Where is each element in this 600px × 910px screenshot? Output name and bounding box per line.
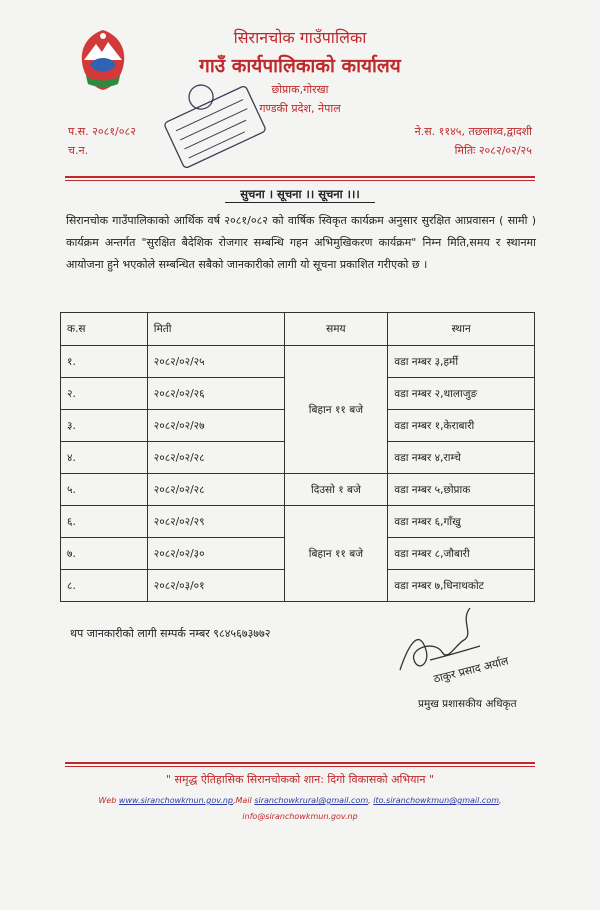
row-place: वडा नम्बर ७,धिनाथकोट (388, 570, 535, 602)
dispatch-number: च.न. (68, 144, 89, 157)
table-header-row (61, 313, 535, 346)
row-time: बिहान ११ बजे (284, 506, 388, 602)
footer-divider (65, 762, 535, 764)
notice-body: सिरानचोक गाउँपालिकाको आर्थिक वर्ष २०८१/०८२ को वार्षिक स्विकृत कार्यक्रम अनुसार सुरक्षित आप्रवासन ( सामी ) कार्यक्रम अन्तर्गत "सुरक्षित बैदेशिक रोजगार सम्बन्धि गहन अभिमुखिकरण कार्यक्रम" निम्न मिति,समय र स्थानमा आयोजना हुने भएकोले सम्बन्धित सबैको जानकारीको लागी यो सूचना प्रकाशित गरीएको छ । (66, 214, 536, 271)
row-date: २०८२/०२/३० (147, 538, 284, 570)
header-time: समय (284, 313, 388, 346)
footer-motto: " समृद्ध ऐतिहासिक सिरानचोकको शान: दिगो विकासको अभियान " (165, 773, 435, 786)
footer-divider-thin (65, 766, 535, 767)
footer-info-email[interactable]: info@siranchowkmun.gov.np (242, 812, 358, 821)
row-date: २०८२/०२/२८ (147, 442, 284, 474)
reference-number: प.स. २०८१/०८२ (68, 125, 136, 138)
office-name: सिरानचोक गाउँपालिका (233, 28, 367, 47)
row-date: २०८२/०२/२९ (147, 506, 284, 538)
row-place: वडा नम्बर ६,गाँखु (388, 506, 535, 538)
office-stamp (160, 72, 270, 182)
notice-heading: सुचना । सूचना ।। सूचना ।।। (240, 187, 360, 201)
office-address-line2: गण्डकी प्रदेश, नेपाल (259, 102, 341, 115)
row-time: दिउसो १ बजे (284, 474, 388, 506)
signatory-name: ठाकुर प्रसाद अर्याल (432, 654, 510, 686)
row-date: २०८२/०२/२६ (147, 378, 284, 410)
row-date: २०८२/०२/२७ (147, 410, 284, 442)
header-serial: क.स (61, 313, 148, 346)
row-place: वडा नम्बर ४,राम्चे (388, 442, 535, 474)
table-row (61, 474, 535, 506)
row-place: वडा नम्बर ५,छोप्राक (388, 474, 535, 506)
row-date: २०८२/०२/२५ (147, 346, 284, 378)
issue-date: मितिः २०८२/०२/२५ (454, 144, 532, 157)
schedule-table (60, 312, 535, 602)
row-serial: ४. (61, 442, 148, 474)
header-date: मिती (147, 313, 284, 346)
heading-underline (225, 202, 375, 203)
row-place: वडा नम्बर ३,हर्मी (388, 346, 535, 378)
nepal-sambat-date: ने.स. ११४५, तछलाथ्व,द्वादशी (414, 125, 532, 138)
row-serial: २. (61, 378, 148, 410)
footer-contact-line: Web www.siranchowkmun.gov.np,Mail siranchowkrural@gmail.com, ito.siranchowkmun@gmail.com, (98, 796, 502, 805)
row-serial: ६. (61, 506, 148, 538)
table-row (61, 506, 535, 538)
header-divider (65, 176, 535, 178)
row-serial: ३. (61, 410, 148, 442)
table-row (61, 346, 535, 378)
signatory-title: प्रमुख प्रशासकीय अधिकृत (418, 698, 517, 710)
web-label: Web (98, 796, 117, 805)
website-link[interactable]: www.siranchowkmun.gov.np (118, 796, 233, 805)
email-link-rural[interactable]: siranchowkrural@gmail.com (254, 796, 369, 805)
row-serial: ५. (61, 474, 148, 506)
header-divider-thin (65, 180, 535, 181)
row-time: बिहान ११ बजे (284, 346, 388, 474)
nepal-emblem-logo (68, 26, 138, 96)
row-serial: ८. (61, 570, 148, 602)
row-place: वडा नम्बर ८,जौबारी (388, 538, 535, 570)
row-place: वडा नम्बर २,थालाजुङ (388, 378, 535, 410)
header-place: स्थान (388, 313, 535, 346)
row-place: वडा नम्बर १,केराबारी (388, 410, 535, 442)
email-link-ito[interactable]: ito.siranchowkmun@gmail.com (373, 796, 500, 805)
office-address-line1: छोप्राक,गोरखा (271, 83, 329, 96)
row-date: २०८२/०२/२८ (147, 474, 284, 506)
mail-label: ,Mail (232, 796, 252, 805)
row-serial: १. (61, 346, 148, 378)
row-serial: ७. (61, 538, 148, 570)
contact-number: थप जानकारीको लागी सम्पर्क नम्बर ९८४५६७३७७२ (70, 627, 271, 640)
row-date: २०८२/०३/०१ (147, 570, 284, 602)
office-title: गाउँ कार्यपालिकाको कार्यालय (199, 55, 401, 77)
